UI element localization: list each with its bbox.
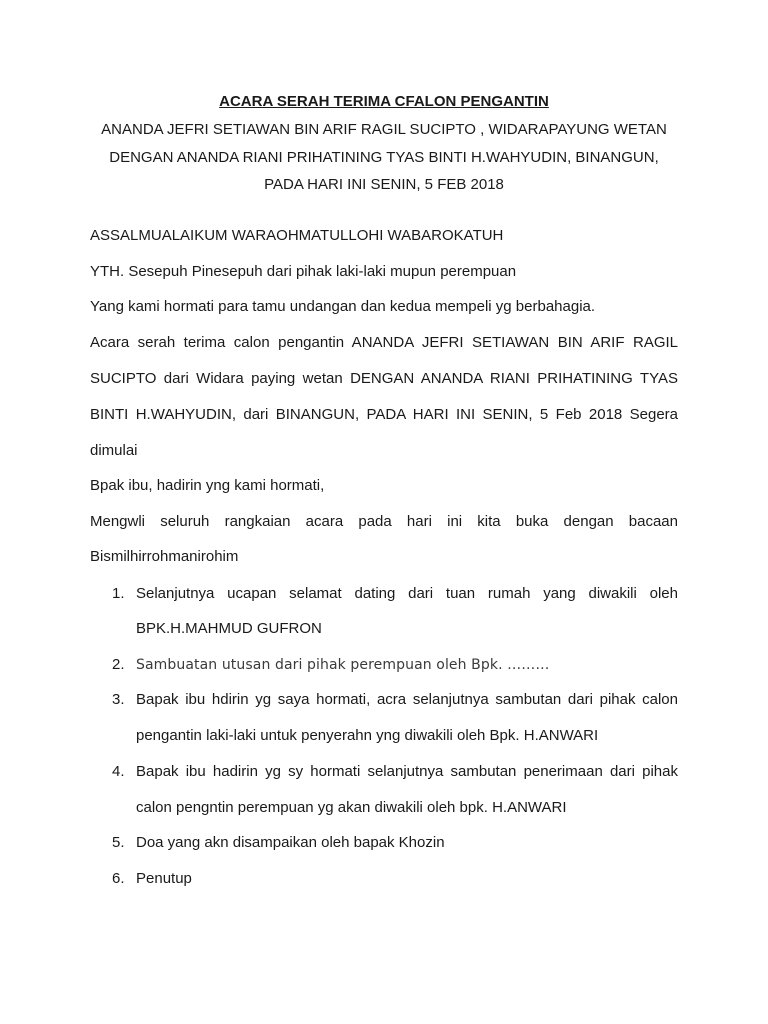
agenda-item-6-line-1: Penutup (136, 870, 192, 887)
yth-line: YTH. Sesepuh Pinesepuh dari pihak laki-laki mupun perempuan (90, 263, 517, 280)
agenda-item-4-line-1: Bapak ibu hadirin yg sy hormati selanjutnya sambutan penerimaan dari pihak (136, 763, 678, 780)
agenda-number: 6. (112, 870, 125, 887)
opening-line-1: Acara serah terima calon pengantin ANANDA JEFRI SETIAWAN BIN ARIF RAGIL (90, 334, 678, 351)
greeting: ASSALMUALAIKUM WARAOHMATULLOHI WABAROKATUH (90, 227, 504, 244)
agenda-number: 2. (112, 656, 125, 673)
respect-line: Yang kami hormati para tamu undangan dan kedua mempeli yg berbahagia. (90, 298, 596, 315)
agenda-item-1-line-1: Selanjutnya ucapan selamat dating dari tuan rumah yang diwakili oleh (136, 585, 678, 602)
subtitle-line-3: PADA HARI INI SENIN, 5 FEB 2018 (264, 176, 504, 193)
agenda-number: 1. (112, 585, 125, 602)
document-title: ACARA SERAH TERIMA CFALON PENGANTIN (219, 93, 549, 110)
subtitle-line-2: DENGAN ANANDA RIANI PRIHATINING TYAS BINTI H.WAHYUDIN, BINANGUN, (109, 149, 659, 166)
agenda-item-4-line-2: calon pengntin perempuan yg akan diwakili oleh bpk. H.ANWARI (136, 799, 567, 816)
opening-line-4: dimulai (90, 442, 138, 459)
agenda-item-3-line-1: Bapak ibu hdirin yg saya hormati, acra selanjutnya sambutan dari pihak calon (136, 691, 678, 708)
agenda-item-3-line-2: pengantin laki-laki untuk penyerahn yng diwakili oleh Bpk. H.ANWARI (136, 727, 599, 744)
opening-line-3: BINTI H.WAHYUDIN, dari BINANGUN, PADA HARI INI SENIN, 5 Feb 2018 Segera (90, 406, 678, 423)
agenda-number: 5. (112, 834, 125, 851)
begin-line-1: Mengwli seluruh rangkaian acara pada hari ini kita buka dengan bacaan (90, 513, 678, 530)
agenda-item-5-line-1: Doa yang akn disampaikan oleh bapak Khozin (136, 834, 445, 851)
agenda-number: 3. (112, 691, 125, 708)
opening-line-2: SUCIPTO dari Widara paying wetan DENGAN ANANDA RIANI PRIHATINING TYAS (90, 370, 678, 387)
begin-line-2: Bismilhirrohmanirohim (90, 548, 239, 565)
agenda-item-1-line-2: BPK.H.MAHMUD GUFRON (136, 620, 322, 637)
address-line: Bpak ibu, hadirin yng kami hormati, (90, 477, 325, 494)
agenda-number: 4. (112, 763, 125, 780)
agenda-item-2-line-1: Sambuatan utusan dari pihak perempuan oleh Bpk. ……… (136, 657, 550, 673)
subtitle-line-1: ANANDA JEFRI SETIAWAN BIN ARIF RAGIL SUCIPTO , WIDARAPAYUNG WETAN (101, 121, 667, 138)
